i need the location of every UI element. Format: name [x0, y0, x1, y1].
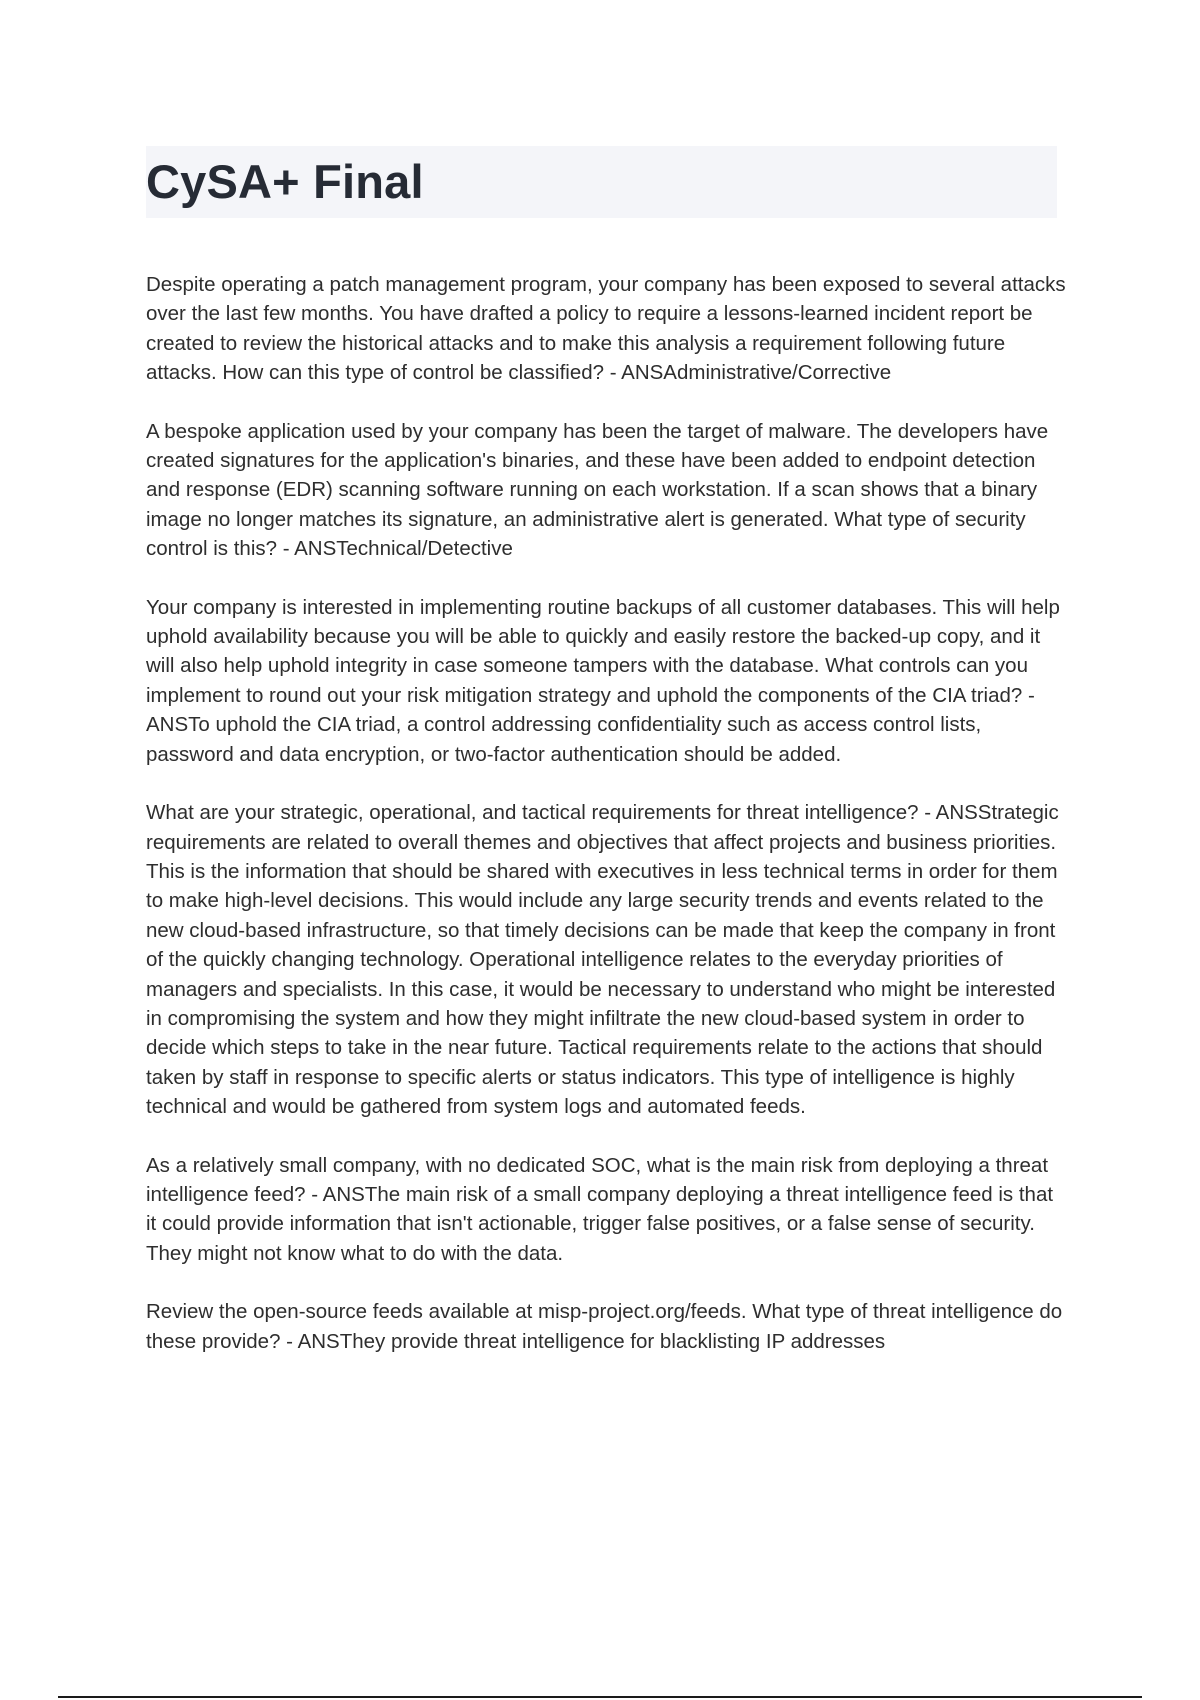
page-title: CySA+ Final	[146, 155, 424, 208]
document-body	[146, 270, 1066, 1385]
title-bar	[146, 146, 1057, 218]
qa-entry-6: Review the open-source feeds available at misp-project.org/feeds. What type of threat intelligence do these provide? - ANSThey provide threat intelligence for blacklisting IP addresses	[146, 1300, 1063, 1353]
footer-divider	[58, 1696, 1142, 1698]
qa-entry-3: Your company is interested in implementing routine backups of all customer databases. This will help uphold availability because you will be able to quickly and easily restore the backed-up copy, and it will also help uphold integrity in case someone tampers with the database. What controls can you implement to round out your risk mitigation strategy and uphold the components of the CIA triad? - ANSTo uphold the CIA triad, a control addressing confidentiality such as access control lists, password and data encryption, or two-factor authentication should be added.	[146, 595, 1060, 766]
qa-entry-4: What are your strategic, operational, and tactical requirements for threat intelligence? - ANSStrategic requirements are related to overall themes and objectives that affect projects and business priorities. This is the information that should be shared with executives in less technical terms in order for them to make high-level decisions. This would include any large security trends and events related to the new cloud-based infrastructure, so that timely decisions can be made that keep the company in front of the quickly changing technology. Operational intelligence relates to the everyday priorities of managers and specialists. In this case, it would be necessary to understand who might be interested in compromising the system and how they might infiltrate the new cloud-based system in order to decide which steps to take in the near future. Tactical requirements relate to the actions that should taken by staff in response to specific alerts or status indicators. This type of intelligence is highly technical and would be gathered from system logs and automated feeds.	[146, 801, 1059, 1119]
qa-entry-5: As a relatively small company, with no dedicated SOC, what is the main risk from deploying a threat intelligence feed? - ANSThe main risk of a small company deploying a threat intelligence feed is that it could provide information that isn't actionable, trigger false positives, or a false sense of security. They might not know what to do with the data.	[146, 1153, 1054, 1265]
qa-entry-2: A bespoke application used by your company has been the target of malware. The developers have created signatures for the application's binaries, and these have been added to endpoint detection and response (EDR) scanning software running on each workstation. If a scan shows that a binary image no longer matches its signature, an administrative alert is generated. What type of security control is this? - ANSTechnical/Detective	[146, 419, 1049, 561]
qa-entry-1: Despite operating a patch management program, your company has been exposed to several attacks over the last few months. You have drafted a policy to require a lessons-learned incident report be created to review the historical attacks and to make this analysis a requirement following future attacks. How can this type of control be classified? - ANSAdministrative/Corrective	[146, 273, 1066, 385]
